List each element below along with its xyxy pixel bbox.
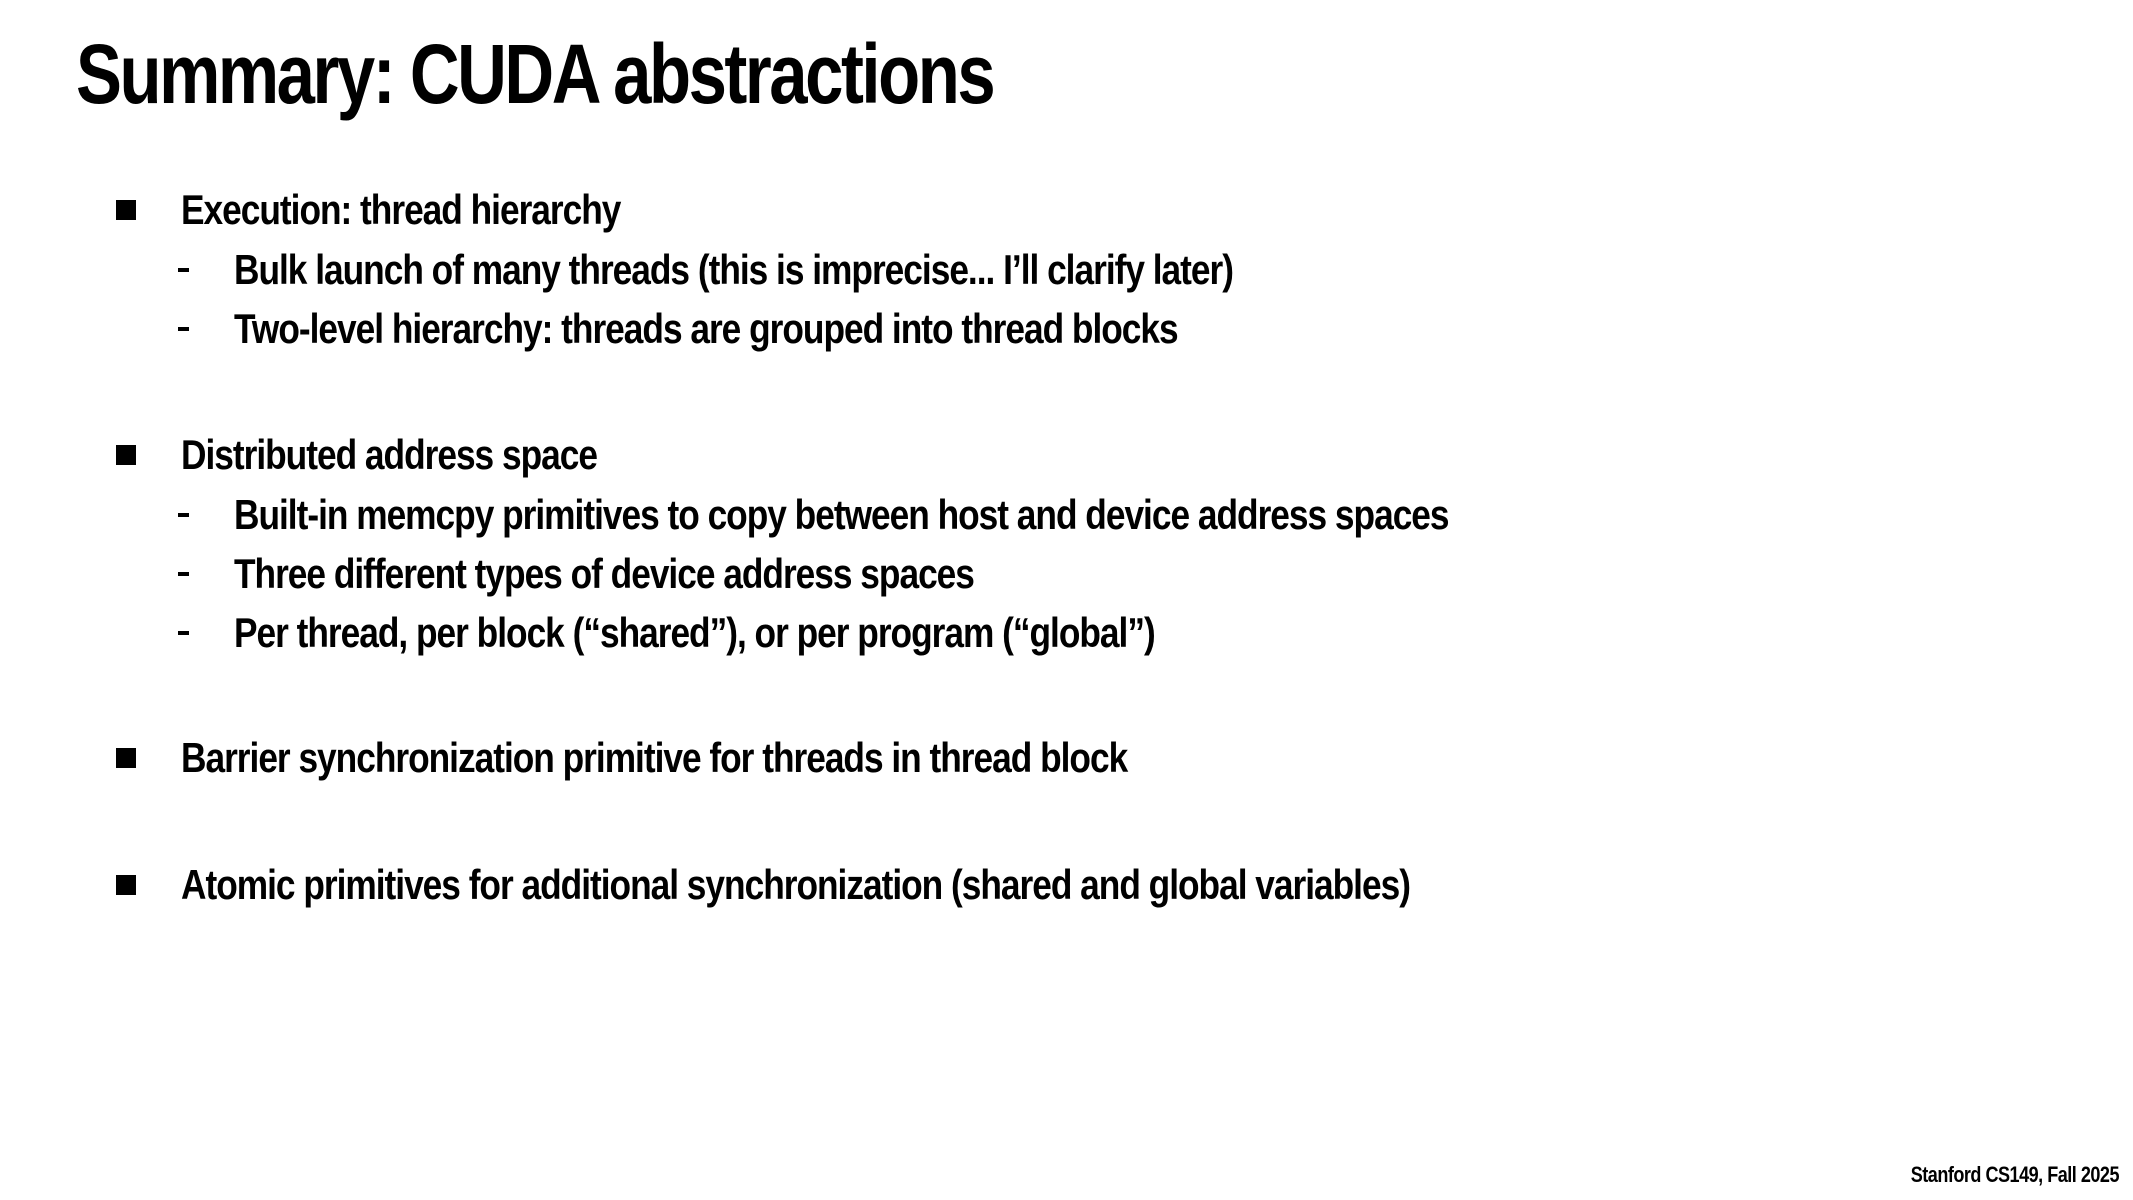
square-bullet-icon — [116, 875, 136, 895]
bullet-text: Distributed address space — [181, 431, 597, 478]
square-bullet-icon — [116, 748, 136, 768]
dash-bullet-icon — [178, 572, 189, 576]
square-bullet-icon — [116, 445, 136, 465]
slide-footer: Stanford CS149, Fall 2025 — [1910, 1162, 2119, 1187]
slide-title: Summary: CUDA abstractions — [76, 27, 994, 121]
sub-bullet-text: Bulk launch of many threads (this is imprecise... I’ll clarify later) — [234, 246, 1233, 293]
sub-bullet-text: Per thread, per block (“shared”), or per program (“global”) — [234, 609, 1155, 656]
dash-bullet-icon — [178, 268, 189, 272]
dash-bullet-icon — [178, 513, 189, 517]
sub-bullet-text: Two-level hierarchy: threads are grouped into thread blocks — [234, 305, 1178, 352]
dash-bullet-icon — [178, 327, 189, 331]
bullet-text: Execution: thread hierarchy — [181, 186, 621, 233]
sub-bullet-text: Three different types of device address spaces — [234, 550, 974, 597]
bullet-text: Barrier synchronization primitive for threads in thread block — [181, 734, 1128, 781]
square-bullet-icon — [116, 200, 136, 220]
dash-bullet-icon — [178, 631, 189, 635]
bullet-text: Atomic primitives for additional synchronization (shared and global variables) — [181, 861, 1410, 908]
sub-bullet-text: Built-in memcpy primitives to copy between host and device address spaces — [234, 491, 1449, 538]
